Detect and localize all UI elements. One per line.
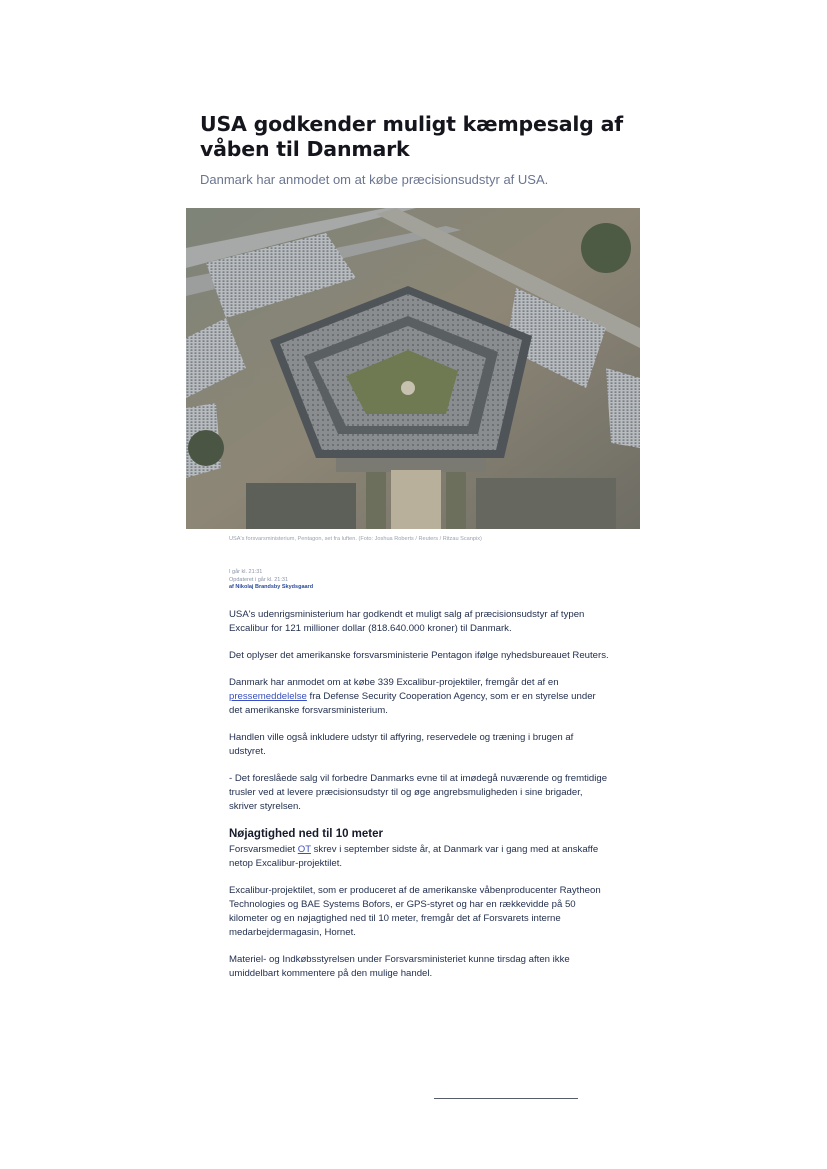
- body-paragraph: Det oplyser det amerikanske forsvarsministerie Pentagon ifølge nyhedsbureauet Reuters.: [229, 650, 609, 661]
- body-paragraph: Handlen ville også inkludere udstyr til affyring, reservedele og træning i brugen af udstyret.: [229, 732, 574, 757]
- body-paragraph: [229, 843, 611, 871]
- updated-time: Opdateret i går kl. 21:31: [229, 576, 289, 583]
- article-body: [229, 608, 611, 994]
- article-meta: [229, 569, 629, 592]
- body-paragraph: [229, 676, 611, 718]
- press-release-link[interactable]: pressemeddelelse: [229, 691, 307, 702]
- paragraph-text: Forsvarsmediet: [229, 844, 298, 855]
- paragraph-text: Danmark har anmodet om at købe 339 Excalibur-projektiler, fremgår det af en: [229, 677, 559, 688]
- author-byline[interactable]: af Nikolaj Brandsby Skydsgaard: [229, 584, 314, 590]
- article-subheadline: Danmark har anmodet om at købe præcisionsudstyr af USA.: [200, 172, 549, 187]
- paragraph-text: fra Defense Security Cooperation Agency, som er en styrelse under det amerikanske forsvarsministerium.: [229, 691, 596, 716]
- body-paragraph: - Det foreslåede salg vil forbedre Danmarks evne til at imødegå nuværende og fremtidige trusler ved at levere præcisionsudstyr til og øge angrebsmuligheden i sine brigader, skriver styrelsen.: [229, 773, 608, 812]
- pentagon-aerial-photo: [186, 208, 640, 529]
- hero-image: [186, 208, 640, 529]
- paragraph-text: skrev i september sidste år, at Danmark var i gang med at anskaffe netop Excalibur-projektilet.: [229, 844, 599, 869]
- section-subheading: Nøjagtighed ned til 10 meter: [229, 828, 383, 840]
- ot-link[interactable]: OT: [297, 844, 311, 855]
- article-headline: USA godkender muligt kæmpesalg af våben til Danmark: [200, 112, 623, 161]
- footer-divider: [434, 1098, 578, 1099]
- body-paragraph: USA's udenrigsministerium har godkendt et muligt salg af præcisionsudstyr af typen Excalibur for 121 millioner dollar (818.640.000 kroner) til Danmark.: [229, 609, 585, 634]
- image-caption: USA's forsvarsministerium, Pentagon, set fra luften. (Foto: Joshua Roberts / Reuters / Ritzau Scanpix): [229, 536, 482, 542]
- body-paragraph: Materiel- og Indkøbsstyrelsen under Forsvarsministeriet kunne tirsdag aften ikke umiddelbart kommentere på den mulige handel.: [229, 954, 570, 979]
- published-time: I går kl. 21:31: [229, 569, 263, 575]
- body-paragraph: Excalibur-projektilet, som er produceret af de amerikanske våbenproducenter Raytheon Technologies og BAE Systems Bofors, er GPS-styret og har en rækkevidde på 50 kilometer og en nøjagtighed ned til 10 meter, fremgår det af Forsvarets interne medarbejdermagasin, Hornet.: [229, 885, 601, 938]
